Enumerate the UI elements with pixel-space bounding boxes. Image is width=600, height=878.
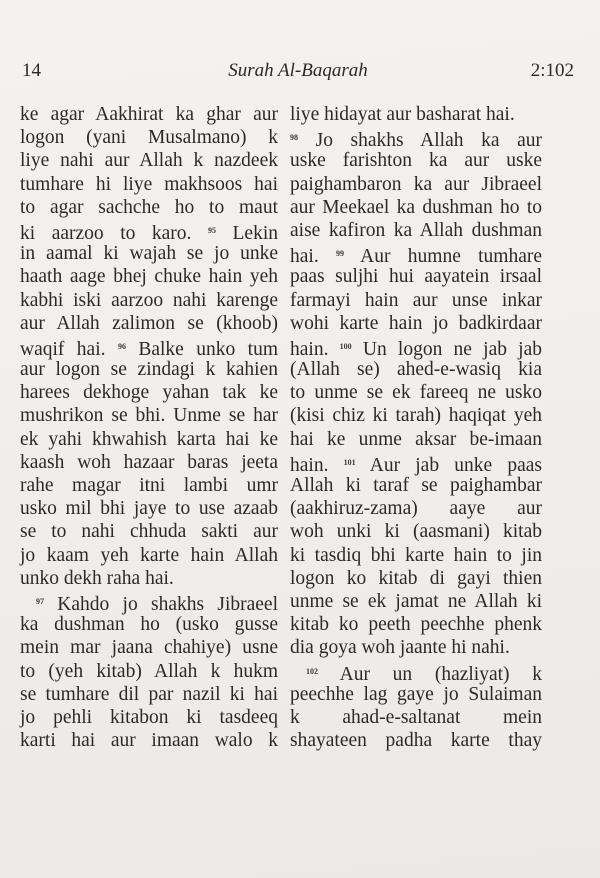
line-text: hai ke unme aksar be-imaan <box>290 428 542 450</box>
line-text: Aur un (hazliyat) k <box>318 663 542 685</box>
line-text: aur Allah zalimon se (khoob) <box>20 312 278 334</box>
line-text: hain. <box>290 454 329 476</box>
line-text: unme se ek jamat ne Allah ki <box>290 590 542 612</box>
verse-reference: 2:102 <box>530 60 574 81</box>
text-line <box>290 265 542 288</box>
text-line <box>290 451 542 474</box>
line-text: se to nahi chhuda sakti aur <box>20 521 278 543</box>
line-text: Allah ki taraf se paighambar <box>290 475 542 496</box>
line-text: wohi karte hain jo badkirdaar <box>290 312 542 334</box>
verse-number: 97 <box>36 596 44 606</box>
text-line <box>290 381 542 404</box>
line-text: karti hai aur imaan walo k <box>20 730 278 752</box>
line-text: Balke unko tum <box>125 338 278 360</box>
text-line <box>290 544 542 567</box>
line-text: liye nahi aur Allah k nazdeek <box>20 150 278 172</box>
text-line <box>20 474 278 497</box>
text-line <box>20 613 278 636</box>
line-text: mushrikon se bhi. Unme se har <box>20 405 278 427</box>
line-text: Lekin <box>215 222 279 244</box>
line-text: paas suljhi hui aayatein irsaal <box>290 266 542 288</box>
text-line <box>20 590 278 613</box>
line-text: (kisi chiz ki tarah) haqiqat yeh <box>290 405 542 427</box>
text-line <box>20 381 278 404</box>
verse-number: 99 <box>335 249 344 259</box>
text-line <box>290 636 542 659</box>
text-line <box>20 289 278 312</box>
left-column <box>20 103 278 752</box>
line-text: unko dekh raha hai. <box>20 567 174 589</box>
line-text: haath aage bhej chuke hain yeh <box>20 266 278 288</box>
text-line <box>290 149 542 172</box>
text-line <box>20 103 278 126</box>
line-text: jo kaam yeh karte hain Allah <box>20 544 278 566</box>
text-line <box>290 729 542 752</box>
text-line <box>290 196 542 219</box>
text-line <box>290 103 542 126</box>
line-text: aur logon se zindagi k kahien <box>20 359 278 381</box>
verse-number: 100 <box>339 341 352 351</box>
text-line <box>290 613 542 636</box>
line-text: ki tasdiq bhi karte hain to jin <box>290 544 542 566</box>
line-text: to (yeh kitab) Allah k hukm <box>20 660 278 682</box>
line-text: ke agar Aakhirat ka ghar aur <box>20 104 278 125</box>
line-text: kitab ko peeth peechhe phenk <box>290 614 542 636</box>
right-column <box>290 103 542 752</box>
text-line <box>20 451 278 474</box>
page-header <box>22 60 574 90</box>
line-text: uske farishton ka aur uske <box>290 150 542 172</box>
text-line <box>290 567 542 590</box>
text-line <box>290 312 542 335</box>
text-line <box>290 242 543 268</box>
line-text: aise kafiron ka Allah dushman <box>290 219 542 241</box>
text-line <box>20 544 278 567</box>
line-text: hain. <box>290 338 329 360</box>
line-text: paighambaron ka aur Jibraeel <box>290 173 542 195</box>
text-line <box>20 358 278 381</box>
line-text: dia goya woh jaante hi nahi. <box>290 637 510 659</box>
line-text: jo pehli kitabon ki tasdeeq <box>20 706 278 728</box>
line-text: shayateen padha karte thay <box>290 730 542 752</box>
line-text: aur Meekael ka dushman ho to <box>290 196 542 218</box>
text-line <box>20 265 278 288</box>
text-line <box>20 520 278 543</box>
text-line <box>290 126 542 152</box>
text-line <box>20 428 278 451</box>
line-text: to agar sachche ho to maut <box>20 196 278 218</box>
text-line <box>20 683 278 706</box>
text-line <box>20 706 278 729</box>
text-line <box>290 474 542 497</box>
text-line <box>290 706 542 729</box>
text-line <box>20 312 278 335</box>
line-text: Un logon ne jab jab <box>351 338 543 360</box>
text-line <box>290 660 542 683</box>
line-text: rahe magar itni lambi umr <box>20 475 278 496</box>
line-text: Kahdo jo shakhs Jibraeel <box>44 593 278 615</box>
text-line <box>20 636 278 659</box>
text-line <box>290 173 542 196</box>
line-text: k ahad-e-saltanat mein <box>290 706 542 728</box>
line-text: kabhi iski aarzoo nahi karenge <box>20 289 278 311</box>
line-text: waqif hai. <box>20 338 106 360</box>
verse-number: 95 <box>207 225 216 235</box>
verse-number: 101 <box>343 457 356 467</box>
line-text: se tumhare dil par nazil ki hai <box>20 683 278 705</box>
text-line <box>20 196 278 219</box>
line-text: (aakhiruz-zama) aaye aur <box>290 498 542 520</box>
line-text: in aamal ki wajah se jo unke <box>20 243 278 265</box>
text-line <box>290 428 542 451</box>
text-line <box>20 242 278 265</box>
text-line <box>20 126 278 149</box>
line-text: hai. <box>290 246 319 268</box>
line-text: (Allah se) ahed-e-wasiq kia <box>290 359 542 381</box>
line-text: woh unki ki (aasmani) kitab <box>290 521 542 543</box>
text-line <box>20 567 278 590</box>
line-text: kaash woh hazaar baras jeeta <box>20 451 278 473</box>
text-line <box>290 289 542 312</box>
text-line <box>20 335 278 358</box>
line-text: to unme se ek fareeq ne usko <box>290 382 542 404</box>
text-line <box>20 729 278 752</box>
text-line <box>20 149 278 172</box>
line-text: Aur humne tumhare <box>343 246 543 268</box>
text-line <box>20 660 278 683</box>
verse-number: 98 <box>290 133 298 143</box>
text-line <box>20 497 278 520</box>
line-text: mein mar jaana chahiye) usne <box>20 637 278 659</box>
text-line <box>20 404 278 427</box>
line-text: liye hidayat aur basharat hai. <box>290 104 515 125</box>
line-text: farmayi hain aur unse inkar <box>290 289 542 311</box>
line-text: harees dekhoge yahan tak ke <box>20 382 278 404</box>
page-number: 14 <box>22 60 41 81</box>
text-line <box>290 404 542 427</box>
verse-number: 96 <box>117 341 126 351</box>
line-text: usko mil bhi jaye to use azaab <box>20 498 278 520</box>
text-line <box>290 683 542 706</box>
text-line <box>290 520 542 543</box>
line-text: Jo shakhs Allah ka aur <box>298 130 542 152</box>
text-line <box>290 590 542 613</box>
verse-number: 102 <box>306 666 318 676</box>
line-text: ek yahi khwahish karta hai ke <box>20 428 278 450</box>
line-text: ka dushman ho (usko gusse <box>20 614 278 636</box>
line-text: ki aarzoo to karo. <box>20 222 192 244</box>
text-line <box>290 335 542 358</box>
line-text: Aur jab unke paas <box>355 454 542 476</box>
line-text: tumhare hi liye makhsoos hai <box>20 173 278 195</box>
text-line <box>290 358 542 381</box>
text-line <box>20 219 278 242</box>
line-text: logon ko kitab di gayi thien <box>290 567 542 589</box>
text-line <box>20 173 278 196</box>
text-line <box>290 219 542 242</box>
surah-title: Surah Al-Baqarah <box>228 60 368 81</box>
line-text: logon (yani Musalmano) k <box>20 127 278 149</box>
text-line <box>290 497 542 520</box>
line-text: peechhe lag gaye jo Sulaiman <box>290 683 542 705</box>
